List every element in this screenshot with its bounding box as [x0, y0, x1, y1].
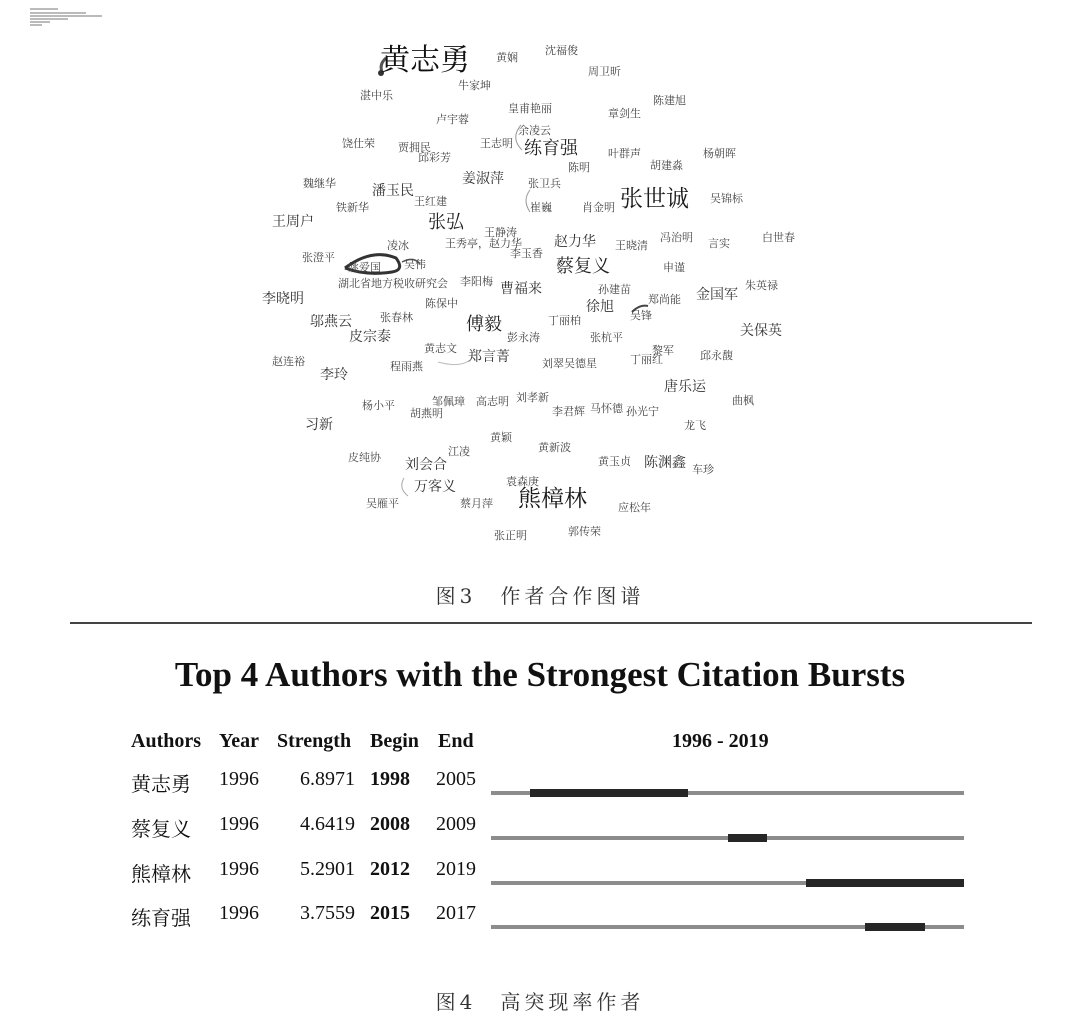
figure-3-caption: 图3 作者合作图谱	[435, 584, 645, 608]
burst-strength: 4.6419	[300, 813, 355, 835]
author-node: 白世春	[762, 231, 795, 244]
author-node: 张正明	[494, 529, 527, 542]
author-node: 曲枫	[732, 394, 754, 407]
author-node: 李君辉	[552, 405, 585, 418]
author-node: 王红建	[414, 195, 447, 208]
author-node: 黄玉贞	[598, 455, 631, 468]
burst-begin: 2008	[370, 813, 410, 835]
burst-year: 1996	[219, 858, 259, 880]
author-node: 张弘	[428, 212, 464, 233]
author-node: 贾拥民	[398, 141, 431, 154]
author-node: 胡建淼	[650, 159, 683, 172]
burst-begin: 2012	[370, 858, 410, 880]
author-node: 王静涛	[484, 226, 517, 239]
figure-4-caption: 图4 高突现率作者	[435, 990, 645, 1014]
burst-end: 2017	[436, 902, 476, 924]
burst-strength: 5.2901	[300, 858, 355, 880]
author-node: 江凌	[448, 445, 470, 458]
author-node: 刘孝新	[516, 391, 549, 404]
burst-bar	[806, 879, 964, 887]
author-node: 陈渊鑫	[644, 455, 686, 471]
author-node: 皮纯协	[348, 451, 381, 464]
author-node: 邱彩芳	[418, 151, 451, 164]
burst-strength: 3.7559	[300, 902, 355, 924]
burst-author: 蔡复义	[131, 817, 191, 841]
burst-begin: 2015	[370, 902, 410, 924]
author-node: 张卫兵	[528, 177, 561, 190]
author-node: 魏继华	[303, 177, 336, 190]
burst-end: 2005	[436, 768, 476, 790]
author-node: 孙建苗	[598, 283, 631, 296]
author-node: 沈福俊	[545, 44, 578, 57]
author-node: 黄志文	[424, 342, 457, 355]
author-node: 赵连裕	[272, 355, 305, 368]
author-node: 彭永涛	[507, 331, 540, 344]
author-node: 高志明	[476, 395, 509, 408]
author-node: 蔡月萍	[460, 497, 493, 510]
author-node: 王志明	[480, 137, 513, 150]
author-node: 万客义	[414, 479, 456, 495]
author-node: 胡燕明	[410, 407, 443, 420]
author-node: 潘玉民	[372, 183, 414, 199]
author-node: 袁森庚	[506, 475, 539, 488]
author-node: 刘会合	[405, 457, 447, 473]
burst-strength: 6.8971	[300, 768, 355, 790]
burst-author: 熊樟林	[131, 862, 191, 886]
header-range: 1996 - 2019	[672, 730, 769, 752]
author-node: 杨朝晖	[703, 147, 736, 160]
author-node: 黄志勇	[380, 43, 470, 78]
author-node: 牛家坤	[458, 79, 491, 92]
author-node: 杨小平	[362, 399, 395, 412]
author-node: 马怀德	[590, 402, 623, 415]
author-node: 朱英禄	[745, 279, 778, 292]
author-node: 叶群声	[608, 147, 641, 160]
author-node: 张春林	[380, 311, 413, 324]
burst-year: 1996	[219, 813, 259, 835]
author-node: 李阳梅	[460, 275, 493, 288]
author-node: 周卫昕	[588, 65, 621, 78]
author-node: 郭传荣	[568, 525, 601, 538]
section-divider	[70, 622, 1032, 624]
author-node: 张世诚	[620, 186, 689, 212]
burst-bar	[530, 789, 688, 797]
author-node: 孙光宁	[626, 405, 659, 418]
author-node: 赵力华	[554, 234, 596, 250]
author-node: 张杭平	[590, 331, 623, 344]
burst-author: 练育强	[131, 906, 191, 930]
author-node: 吴锦标	[710, 192, 743, 205]
author-node: 程雨燕	[390, 360, 423, 373]
author-node: 姜淑萍	[462, 171, 504, 187]
author-node: 李玉香	[510, 247, 543, 260]
author-node: 陈保中	[425, 297, 458, 310]
author-node: 陈明	[568, 161, 590, 174]
author-node: 皮宗泰	[349, 329, 391, 345]
author-node: 王秀亭，赵力华	[445, 237, 522, 250]
author-node: 言实	[708, 237, 730, 250]
author-node: 黄颖	[490, 431, 512, 444]
author-node: 邹佩璋	[432, 395, 465, 408]
author-node: 李玲	[320, 367, 348, 383]
header-authors: Authors	[131, 730, 202, 752]
burst-bar	[728, 834, 767, 842]
author-node: 黄新波	[538, 441, 571, 454]
author-node: 张澄平	[302, 251, 335, 264]
author-node: 吴雁平	[366, 497, 399, 510]
author-node: 唐乐运	[664, 379, 706, 395]
author-node: 饶仕荣	[342, 137, 375, 150]
author-node: 熊樟林	[518, 486, 587, 512]
author-node: 曹福来	[500, 281, 542, 297]
author-node: 邬燕云	[310, 314, 352, 330]
author-node: 傅毅	[466, 314, 502, 335]
burst-year: 1996	[219, 902, 259, 924]
author-node: 卢宇蓉	[436, 113, 469, 126]
author-node: 龙飞	[684, 419, 706, 432]
author-node: 郑言菁	[468, 349, 510, 365]
author-node: 吴伟	[404, 258, 426, 271]
author-node: 湛中乐	[360, 89, 393, 102]
author-node: 车珍	[692, 463, 714, 476]
author-node: 蔡复义	[556, 256, 610, 277]
burst-bar	[865, 923, 924, 931]
author-node: 黄娴	[496, 51, 518, 64]
author-node: 王晓清	[615, 239, 648, 252]
author-node: 徐旭	[586, 299, 614, 315]
author-node: 吴锋	[630, 309, 652, 322]
burst-table-title: Top 4 Authors with the Strongest Citation Bursts	[174, 655, 906, 694]
author-node: 申谨	[663, 261, 685, 274]
author-node: 丁丽柏	[548, 314, 581, 327]
author-node: 铁新华	[336, 201, 369, 214]
author-node: 练育强	[524, 138, 578, 159]
author-node: 冯治明	[660, 231, 693, 244]
header-year: Year	[219, 730, 259, 752]
author-node: 陈建旭	[653, 94, 686, 107]
author-node: 李晓明	[262, 291, 304, 307]
author-node: 姚爱国	[348, 261, 381, 274]
author-node: 余凌云	[518, 124, 551, 137]
header-begin: Begin	[370, 730, 419, 752]
author-node: 黎军	[652, 344, 674, 357]
author-node: 郑尚能	[648, 293, 681, 306]
author-node: 邱永馥	[700, 349, 733, 362]
author-node: 肖金明	[582, 201, 615, 214]
author-node: 王周户	[272, 214, 314, 230]
author-node: 崔巍	[530, 201, 552, 214]
author-node: 湖北省地方税收研究会	[338, 277, 448, 290]
author-node: 习新	[305, 417, 333, 433]
author-node: 关保英	[740, 323, 782, 339]
header-end: End	[438, 730, 474, 752]
author-node: 应松年	[618, 501, 651, 514]
burst-author: 黄志勇	[131, 772, 191, 796]
header-strength: Strength	[277, 730, 352, 752]
burst-end: 2019	[436, 858, 476, 880]
author-node: 章剑生	[608, 107, 641, 120]
author-node: 丁丽红	[630, 353, 663, 366]
burst-year: 1996	[219, 768, 259, 790]
author-node: 皇甫艳丽	[508, 102, 552, 115]
burst-end: 2009	[436, 813, 476, 835]
author-node: 刘翠吴德星	[542, 357, 597, 370]
author-node: 金国军	[696, 287, 738, 303]
author-node: 凌冰	[387, 239, 409, 252]
burst-begin: 1998	[370, 768, 410, 790]
